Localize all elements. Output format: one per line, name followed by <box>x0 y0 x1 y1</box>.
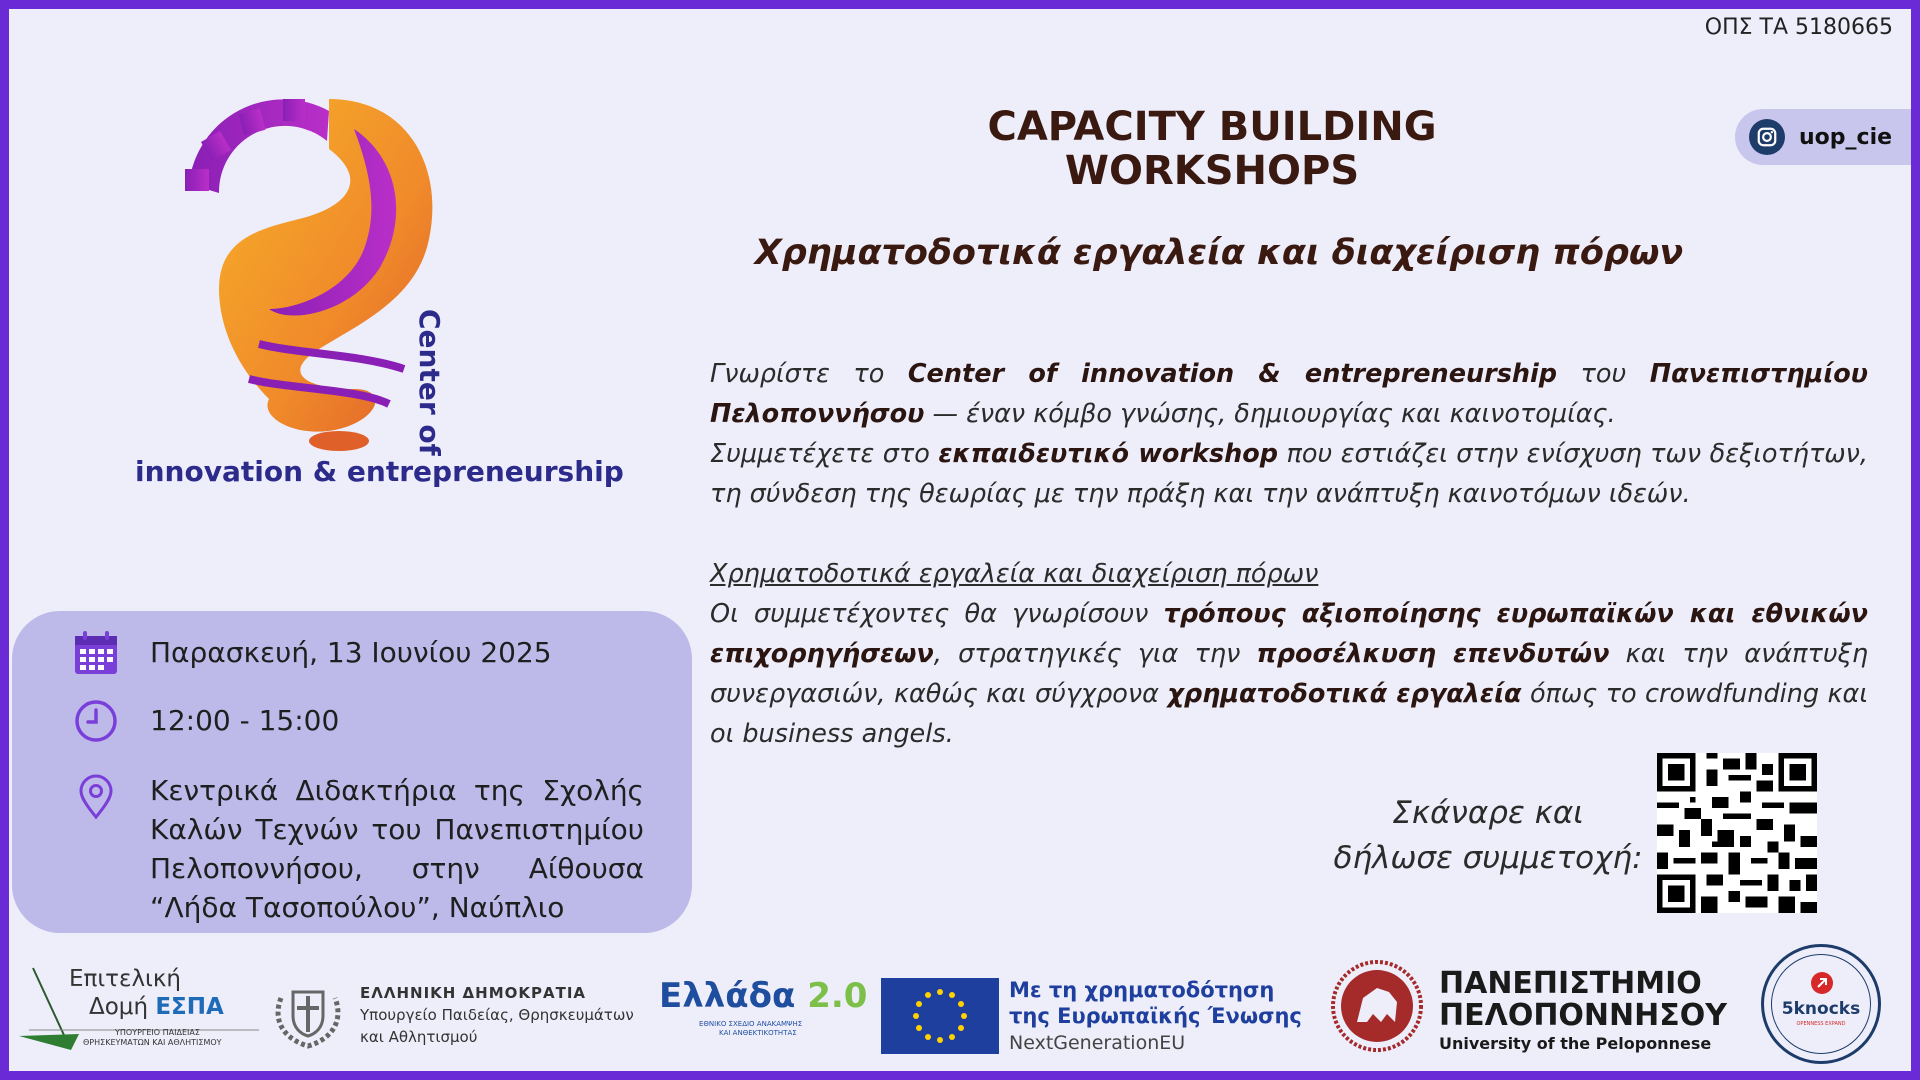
topic-bold: προσέλκυση επενδυτών <box>1256 639 1610 669</box>
topic-text: όπως το crowdfunding και οι business angels. <box>710 679 1868 749</box>
eu-flag-icon <box>881 978 999 1054</box>
espa-line1: Επιτελική <box>69 966 181 992</box>
flyer <box>9 9 1911 1071</box>
espa-small2: ΘΡΗΣΚΕΥΜΑΤΩΝ ΚΑΙ ΑΘΛΗΤΙΣΜΟΥ <box>83 1038 222 1047</box>
logo-text: innovation & entrepreneurship <box>135 455 624 488</box>
topic-bold: χρηματοδοτικά εργαλεία <box>1167 679 1522 709</box>
instagram-handle: uop_cie <box>1799 124 1893 150</box>
espa-line2 <box>89 994 224 1020</box>
event-time: 12:00 - 15:00 <box>150 704 340 737</box>
espa-logo <box>19 964 259 1050</box>
clock-icon <box>72 697 120 745</box>
greek-coat-of-arms-icon <box>271 978 345 1050</box>
intro-bold: Πανεπιστημίου Πελοποννήσου <box>710 359 1868 429</box>
arrow-up-right-icon <box>1810 971 1834 995</box>
ellada-small2: ΚΑΙ ΑΝΘΕΚΤΙΚΟΤΗΤΑΣ <box>719 1029 797 1037</box>
topic-text: , στρατηγικές για την <box>933 639 1257 669</box>
eu-line2: της Ευρωπαϊκής Ένωσης <box>1009 1004 1302 1028</box>
ellada-logo <box>659 976 867 1016</box>
calendar-icon <box>72 629 120 677</box>
event-date: Παρασκευή, 13 Ιουνίου 2025 <box>150 636 552 669</box>
intro-bold: εκπαιδευτικό workshop <box>938 439 1279 469</box>
time-row <box>72 697 339 745</box>
scan-instruction: Σκάναρε και δήλωσε συμμετοχή: <box>1333 795 1643 876</box>
topic-text: Οι συμμετέχοντες θα γνωρίσουν <box>710 599 1164 629</box>
5knocks-small: OPENNESS EXPAND <box>1796 1021 1846 1027</box>
topic-text: και την ανάπτυξη συνεργασιών, καθώς και σύγχρονα <box>710 639 1868 709</box>
uop-seal-icon <box>1329 958 1425 1054</box>
intro-text: Συμμετέχετε στο <box>710 439 939 469</box>
topic-bold: τρόπους αξιοποίησης ευρωπαϊκών και εθνικών επιχορηγήσεων <box>710 599 1868 669</box>
eu-line3: NextGenerationEU <box>1009 1032 1186 1054</box>
page-title <box>797 105 1627 193</box>
espa-line2-text: Δομή <box>89 994 156 1020</box>
intro-text: του <box>1557 359 1650 389</box>
ministry-line2: και Αθλητισμού <box>360 1028 478 1046</box>
sponsor-footer <box>9 944 1911 1071</box>
intro-text: που εστιάζει στην ενίσχυση των δεξιοτήτων, τη σύνδεση της θεωρίας με την πράξη και την ανάπτυξη καινοτόμων ιδεών. <box>710 439 1869 509</box>
ministry-line1: Υπουργείο Παιδείας, Θρησκευμάτων <box>360 1006 634 1024</box>
eu-line1: Με τη χρηματοδότηση <box>1009 978 1275 1002</box>
logo-vertical-text: Center of <box>413 309 446 456</box>
greek-republic-title: ΕΛΛΗΝΙΚΗ ΔΗΜΟΚΡΑΤΙΑ <box>360 984 587 1002</box>
uop-line2: ΠΕΛΟΠΟΝΝΗΣΟΥ <box>1439 998 1727 1033</box>
espa-acronym: ΕΣΠΑ <box>155 994 224 1020</box>
ellada-small1: ΕΘΝΙΚΟ ΣΧΕΔΙΟ ΑΝΑΚΑΜΨΗΣ <box>699 1020 803 1028</box>
location-row <box>72 771 644 927</box>
ops-code: ΟΠΣ ΤΑ 5180665 <box>1704 15 1893 40</box>
subtitle: Χρηματοδοτικά εργαλεία και διαχείριση πόρων <box>754 233 1684 273</box>
uop-line3: University of the Peloponnese <box>1439 1034 1712 1053</box>
instagram-icon <box>1749 119 1785 155</box>
5knocks-logo <box>1761 944 1881 1064</box>
intro-text: Γνωρίστε το <box>710 359 908 389</box>
event-location: Κεντρικά Διδακτήρια της Σχολής Καλών Τεχνών του Πανεπιστημίου Πελοποννήσου, στην Αίθουσα “Λήδα Τασοπούλου”, Ναύπλιο <box>150 774 644 924</box>
event-info-card <box>12 611 692 933</box>
uop-line1: ΠΑΝΕΠΙΣΤΗΜΙΟ <box>1439 966 1702 1001</box>
intro-bold: Center of innovation & entrepreneurship <box>907 359 1558 389</box>
intro-paragraph <box>710 354 1868 514</box>
espa-small1: ΥΠΟΥΡΓΕΙΟ ΠΑΙΔΕΙΑΣ <box>115 1028 200 1037</box>
topic-paragraph <box>710 554 1868 754</box>
5knocks-text: 5knocks <box>1781 999 1861 1019</box>
instagram-badge[interactable] <box>1735 109 1911 165</box>
title-line-1: CAPACITY BUILDING <box>987 104 1437 150</box>
ellada-word: Ελλάδα <box>659 976 796 1016</box>
intro-text: — έναν κόμβο γνώσης, δημιουργίας και καινοτομίας. <box>924 399 1616 429</box>
location-pin-icon <box>72 773 120 821</box>
ellada-version: 2.0 <box>807 976 868 1016</box>
qr-code[interactable] <box>1657 753 1817 913</box>
topic-heading: Χρηματοδοτικά εργαλεία και διαχείριση πόρων <box>710 559 1319 589</box>
title-line-2: WORKSHOPS <box>1064 148 1360 194</box>
date-row <box>72 629 552 677</box>
